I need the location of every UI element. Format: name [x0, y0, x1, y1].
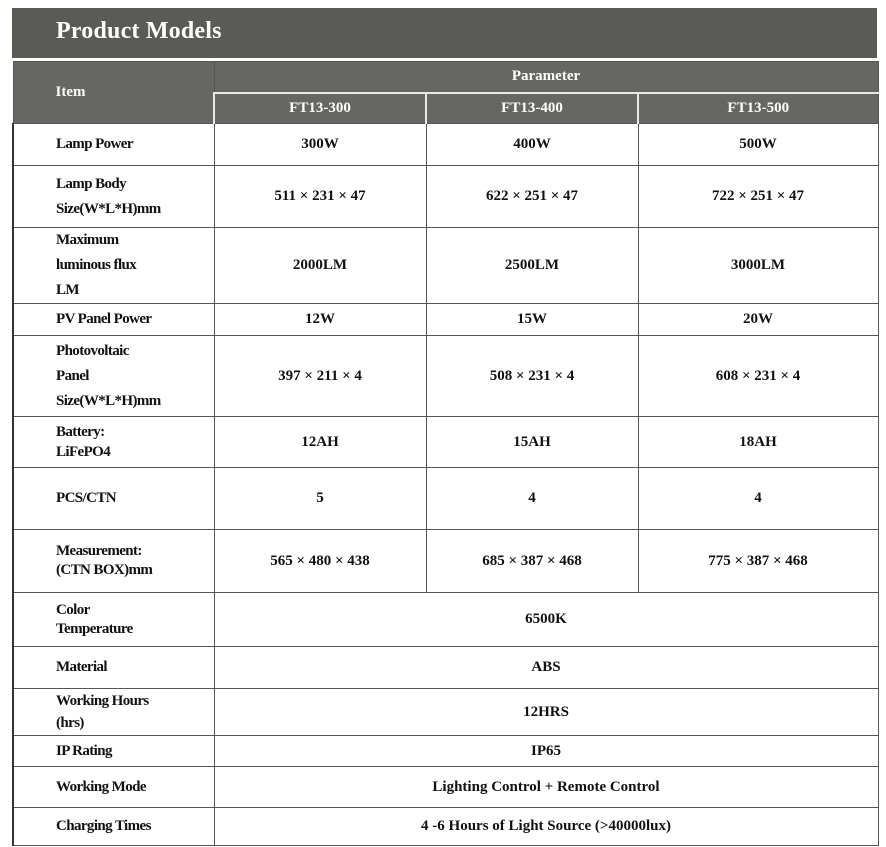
- table-row: [13, 468, 878, 530]
- row-value: 12HRS: [214, 689, 878, 736]
- row-label: Charging Times: [13, 808, 214, 846]
- row-value: 4 -6 Hours of Light Source (>40000lux): [214, 808, 878, 846]
- header-model: FT13-400: [426, 93, 638, 124]
- row-value: 15W: [426, 304, 638, 336]
- row-value: ABS: [214, 647, 878, 689]
- row-value: 18AH: [638, 417, 878, 468]
- row-value: 4: [638, 468, 878, 530]
- row-label: PCS/CTN: [13, 468, 214, 530]
- table-row: [13, 124, 878, 166]
- header-model: FT13-500: [638, 93, 878, 124]
- row-value: 775 × 387 × 468: [638, 530, 878, 593]
- row-value: IP65: [214, 736, 878, 767]
- table-row: [13, 647, 878, 689]
- row-value: 4: [426, 468, 638, 530]
- row-label: IP Rating: [13, 736, 214, 767]
- row-label: Battery: LiFePO4: [13, 417, 214, 468]
- row-value: 622 × 251 × 47: [426, 166, 638, 228]
- table-row: [13, 530, 878, 593]
- row-value: 608 × 231 × 4: [638, 336, 878, 417]
- table-row: [13, 767, 878, 808]
- header-parameter: Parameter: [214, 62, 878, 93]
- row-label: Working Mode: [13, 767, 214, 808]
- table-row: [13, 336, 878, 417]
- page-title: Product Models: [56, 18, 222, 44]
- table-row: [13, 304, 878, 336]
- row-value: 400W: [426, 124, 638, 166]
- row-value: 565 × 480 × 438: [214, 530, 426, 593]
- row-value: 3000LM: [638, 228, 878, 304]
- row-value: 300W: [214, 124, 426, 166]
- row-value: 397 × 211 × 4: [214, 336, 426, 417]
- spec-table: [12, 61, 879, 846]
- row-value: 722 × 251 × 47: [638, 166, 878, 228]
- row-label: Measurement: (CTN BOX)mm: [13, 530, 214, 593]
- table-row: [13, 808, 878, 846]
- row-value: 15AH: [426, 417, 638, 468]
- row-value: 2500LM: [426, 228, 638, 304]
- row-value: 500W: [638, 124, 878, 166]
- row-label: Lamp Body Size(W*L*H)mm: [13, 166, 214, 228]
- table-row: [13, 417, 878, 468]
- row-label: PV Panel Power: [13, 304, 214, 336]
- row-value: 685 × 387 × 468: [426, 530, 638, 593]
- row-value: 6500K: [214, 593, 878, 647]
- row-value: 12AH: [214, 417, 426, 468]
- header-model: FT13-300: [214, 93, 426, 124]
- header-item: Item: [13, 62, 214, 124]
- row-value: 20W: [638, 304, 878, 336]
- row-label: Material: [13, 647, 214, 689]
- row-label: Color Temperature: [13, 593, 214, 647]
- table-row: [13, 228, 878, 304]
- title-banner: [12, 8, 877, 58]
- table-row: [13, 166, 878, 228]
- row-value: 5: [214, 468, 426, 530]
- row-label: Photovoltaic Panel Size(W*L*H)mm: [13, 336, 214, 417]
- row-label: Maximum luminous flux LM: [13, 228, 214, 304]
- row-value: Lighting Control + Remote Control: [214, 767, 878, 808]
- row-value: 508 × 231 × 4: [426, 336, 638, 417]
- table-row: [13, 736, 878, 767]
- row-value: 511 × 231 × 47: [214, 166, 426, 228]
- row-value: 2000LM: [214, 228, 426, 304]
- row-label: Lamp Power: [13, 124, 214, 166]
- table-row: [13, 593, 878, 647]
- table-row: [13, 689, 878, 736]
- row-value: 12W: [214, 304, 426, 336]
- row-label: Working Hours (hrs): [13, 689, 214, 736]
